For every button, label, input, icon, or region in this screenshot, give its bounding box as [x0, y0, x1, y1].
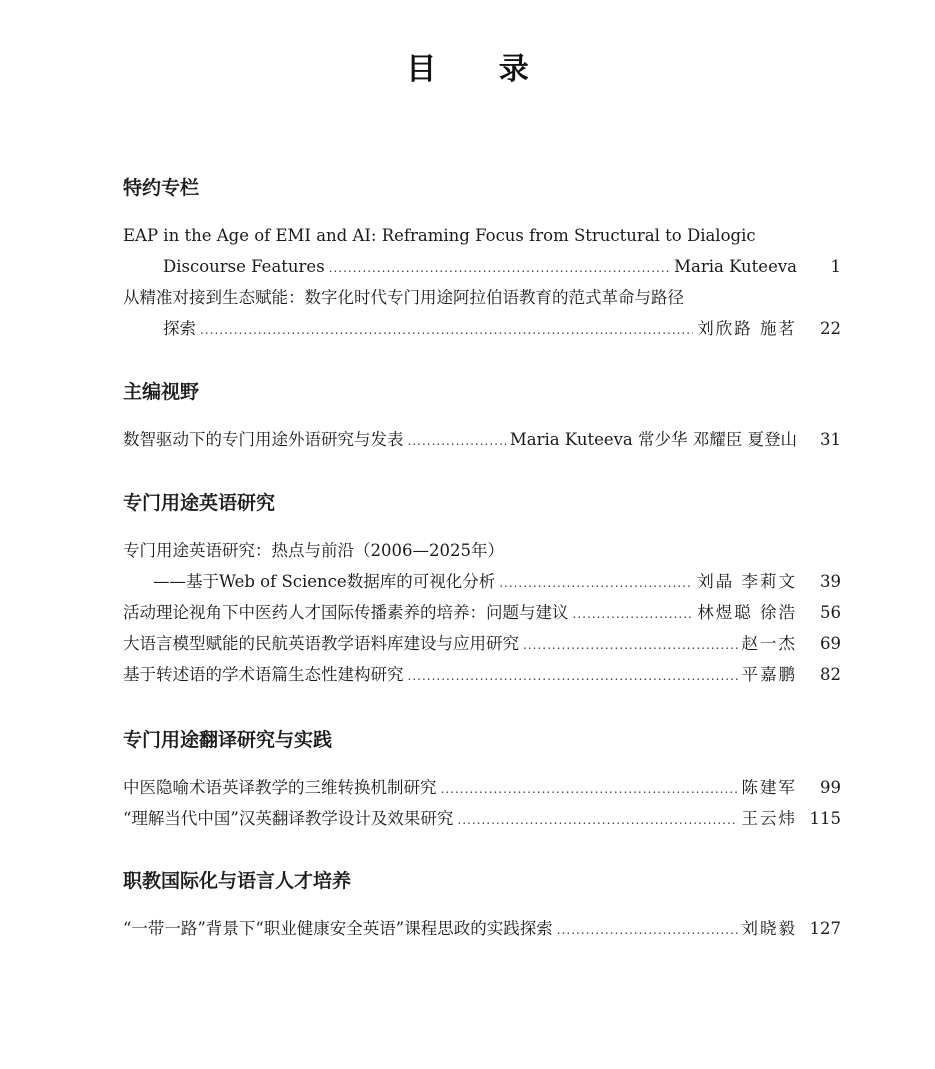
- entry-title: 专门用途英语研究：热点与前沿（2006—2025年）: [123, 541, 504, 560]
- entry-authors: 刘欣路 施茗: [697, 319, 797, 338]
- entry-authors: Maria Kuteeva 常少华 邓耀臣 夏登山: [509, 430, 797, 449]
- dot-leader: [408, 426, 506, 457]
- entry-title-line: [123, 659, 841, 690]
- entry-title-line: [123, 282, 841, 313]
- toc-section-vocational: [123, 866, 841, 944]
- toc-section-editor-view: [123, 377, 841, 455]
- toc-section-featured: [123, 173, 841, 344]
- dot-leader: [557, 915, 738, 946]
- entry-title-line: [123, 313, 841, 344]
- section-heading: 专门用途翻译研究与实践: [123, 729, 333, 751]
- entry-title-line: [123, 772, 841, 803]
- entry-title-line: [123, 803, 841, 834]
- entry-authors: 平嘉鹏: [741, 665, 797, 684]
- entry-authors: 王云炜: [741, 809, 797, 828]
- entry-title-line: [123, 220, 841, 251]
- entry-page-number: 1: [830, 257, 841, 276]
- entry-page-number: 56: [820, 603, 841, 622]
- toc-section-esp-research: [123, 488, 841, 690]
- entry-page-number: 39: [820, 572, 841, 591]
- entry-title: 基于转述语的学术语篇生态性建构研究: [123, 665, 404, 684]
- entry-title-line: [123, 251, 841, 282]
- entry-title: “理解当代中国”汉英翻译教学设计及效果研究: [123, 809, 454, 828]
- entry-title: 中医隐喻术语英译教学的三维转换机制研究: [123, 778, 437, 797]
- dot-leader: [441, 774, 738, 805]
- entry-page-number: 31: [820, 430, 841, 449]
- entry-authors: 陈建军: [741, 778, 797, 797]
- entry-title: “一带一路”背景下“职业健康安全英语”课程思政的实践探索: [123, 919, 553, 938]
- entry-page-number: 127: [809, 919, 841, 938]
- entry-page-number: 82: [820, 665, 841, 684]
- toc-entry[interactable]: [123, 628, 841, 659]
- dot-leader: [408, 661, 738, 692]
- entry-authors: 刘晶 李莉文: [697, 572, 797, 591]
- toc-entry[interactable]: [123, 597, 841, 628]
- toc-entry[interactable]: [123, 282, 841, 344]
- entry-title-line: [123, 913, 841, 944]
- entry-title: 大语言模型赋能的民航英语教学语料库建设与应用研究: [123, 634, 519, 653]
- entry-page-number: 115: [809, 809, 841, 828]
- toc-entry[interactable]: [123, 803, 841, 834]
- section-heading: 专门用途英语研究: [123, 492, 276, 514]
- toc-entry[interactable]: [123, 772, 841, 803]
- entry-title-line: [123, 535, 841, 566]
- entry-authors: Maria Kuteeva: [674, 257, 797, 276]
- entry-title: 从精准对接到生态赋能：数字化时代专门用途阿拉伯语教育的范式革命与路径: [123, 288, 684, 307]
- section-heading: 职教国际化与语言人才培养: [123, 870, 352, 892]
- entry-title-line: [123, 628, 841, 659]
- section-heading: 特约专栏: [123, 177, 200, 199]
- entry-authors: 刘晓毅: [741, 919, 797, 938]
- entry-title-line: [123, 597, 841, 628]
- entry-title: 数智驱动下的专门用途外语研究与发表: [123, 430, 404, 449]
- entry-title: EAP in the Age of EMI and AI: Reframing Focus from Structural to Dialogic: [123, 226, 756, 245]
- entry-title-line: [123, 424, 841, 455]
- dot-leader: [457, 805, 737, 836]
- dot-leader: [573, 599, 694, 630]
- dot-leader: [200, 315, 693, 346]
- entry-authors: 赵一杰: [741, 634, 797, 653]
- toc-entry[interactable]: [123, 913, 841, 944]
- section-heading: 主编视野: [123, 381, 200, 403]
- dot-leader: [329, 253, 670, 284]
- toc-entry[interactable]: [123, 659, 841, 690]
- toc-entry[interactable]: [123, 535, 841, 597]
- entry-title-continued: Discourse Features: [163, 257, 325, 276]
- page-title: 目 录: [406, 52, 555, 87]
- toc-section-translation: [123, 725, 841, 834]
- dot-leader: [523, 630, 738, 661]
- entry-title-line: [123, 566, 841, 597]
- entry-title: 活动理论视角下中医药人才国际传播素养的培养：问题与建议: [123, 603, 569, 622]
- entry-authors: 林煜聪 徐浩: [697, 603, 797, 622]
- entry-title-continued: 探索: [163, 319, 196, 338]
- entry-page-number: 22: [820, 319, 841, 338]
- entry-title-continued: ——基于Web of Science数据库的可视化分析: [153, 572, 496, 591]
- toc-entry[interactable]: [123, 424, 841, 455]
- dot-leader: [499, 568, 693, 599]
- toc-entry[interactable]: [123, 220, 841, 282]
- entry-page-number: 99: [820, 778, 841, 797]
- entry-page-number: 69: [820, 634, 841, 653]
